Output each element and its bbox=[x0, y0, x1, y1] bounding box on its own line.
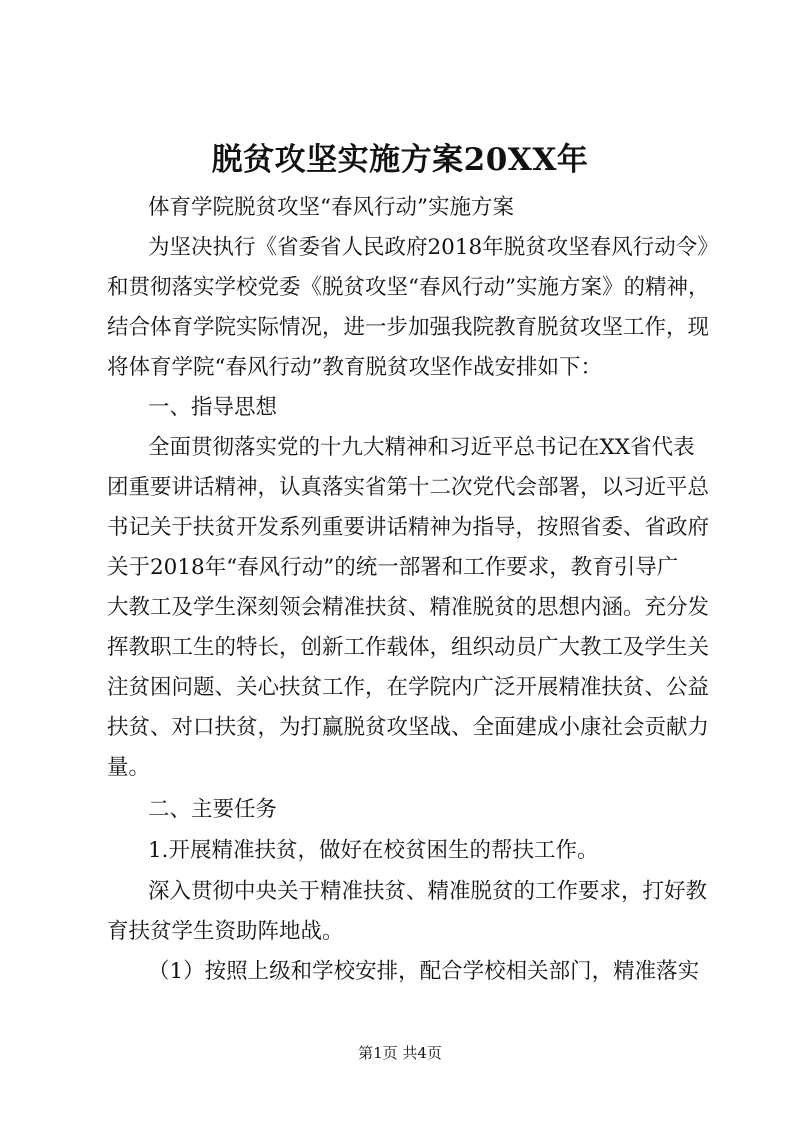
paragraph-line: 团重要讲话精神，认真落实省第十二次党代会部署，以习近平总 bbox=[107, 475, 710, 500]
paragraph-line: （1）按照上级和学校安排，配合学校相关部门，精准落实 bbox=[148, 959, 700, 984]
paragraph-line: 结合体育学院实际情况，进一步加强我院教育脱贫攻坚工作，现 bbox=[107, 315, 710, 340]
paragraph-line: 育扶贫学生资助阵地战。 bbox=[107, 919, 344, 944]
section-heading: 二、主要任务 bbox=[148, 797, 278, 822]
paragraph-line: 量。 bbox=[107, 755, 151, 780]
page-footer: 第1页 共4页 bbox=[358, 1044, 442, 1062]
paragraph-line: 挥教职工生的特长，创新工作载体，组织动员广大教工及学生关 bbox=[107, 635, 710, 660]
paragraph-line: 深入贯彻中央关于精准扶贫、精准脱贫的工作要求，打好教 bbox=[148, 879, 708, 904]
paragraph-line: 为坚决执行《省委省人民政府2018年脱贫攻坚春风行动令》 bbox=[148, 235, 719, 260]
paragraph-line: 将体育学院“春风行动”教育脱贫攻坚作战安排如下： bbox=[107, 355, 602, 380]
paragraph-line: 扶贫、对口扶贫，为打赢脱贫攻坚战、全面建成小康社会贡献力 bbox=[107, 715, 710, 740]
paragraph-line: 注贫困问题、关心扶贫工作，在学院内广泛开展精准扶贫、公益 bbox=[107, 675, 710, 700]
paragraph-line: 1.开展精准扶贫，做好在校贫困生的帮扶工作。 bbox=[148, 838, 599, 863]
section-heading: 一、指导思想 bbox=[148, 395, 278, 420]
paragraph-line: 大教工及学生深刻领会精准扶贫、精准脱贫的思想内涵。充分发 bbox=[107, 595, 710, 620]
document-title: 脱贫攻坚实施方案20XX年 bbox=[211, 142, 589, 178]
paragraph-line: 全面贯彻落实党的十九大精神和习近平总书记在XX省代表 bbox=[148, 435, 695, 460]
paragraph-line: 书记关于扶贫开发系列重要讲话精神为指导，按照省委、省政府 bbox=[107, 515, 710, 540]
subtitle-line: 体育学院脱贫攻坚“春风行动”实施方案 bbox=[148, 195, 514, 220]
paragraph-line: 关于2018年“春风行动”的统一部署和工作要求，教育引导广 bbox=[107, 555, 679, 580]
paragraph-line: 和贯彻落实学校党委《脱贫攻坚“春风行动”实施方案》的精神， bbox=[107, 275, 710, 300]
